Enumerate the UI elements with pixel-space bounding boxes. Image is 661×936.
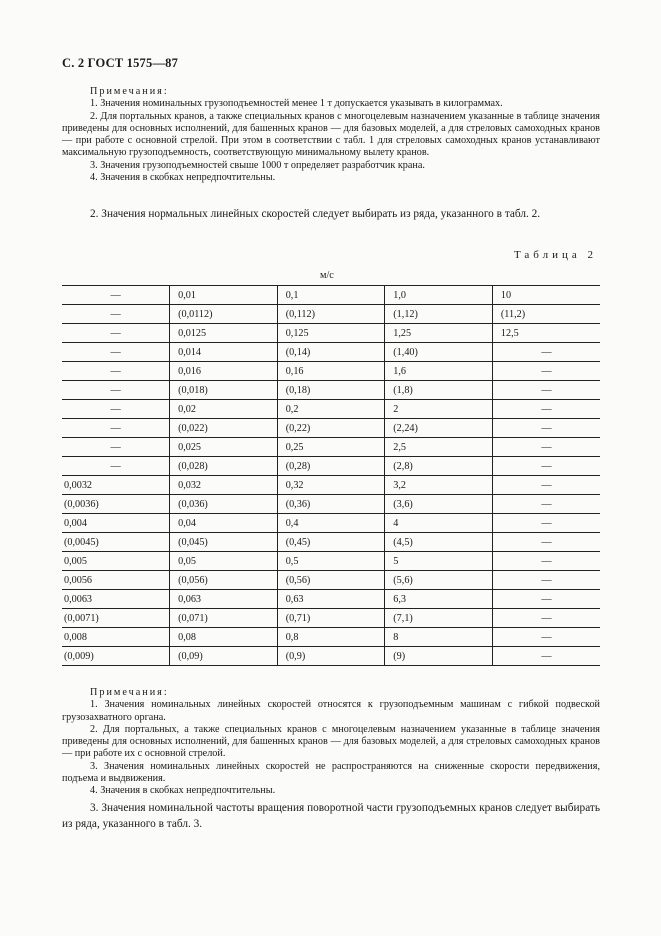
table-cell: (1,40) (385, 343, 493, 362)
table-row (62, 514, 600, 533)
table-cell: 1,25 (385, 324, 493, 343)
table-row (62, 590, 600, 609)
table-cell: 1,6 (385, 362, 493, 381)
note-item: 2. Для портальных кранов, а также специальных кранов с многоцелевым назначением указанные в таблице значения приведены для основных исполнений, для башенных кранов — для базовых моделей, а для стреловых самоходных кранов — при работе с основной стрелой. При этом в соответствии с табл. 1 для стреловых самоходных кранов устанавливают максимальную грузоподъемность, соответствующую минимальному вылету кранов. (62, 110, 600, 159)
page-header: С. 2 ГОСТ 1575—87 (62, 56, 179, 70)
table-cell: (0,028) (170, 457, 278, 476)
table-cell: (5,6) (385, 571, 493, 590)
table-cell: — (62, 438, 170, 457)
table-cell: 0,4 (277, 514, 385, 533)
table-cell: — (62, 324, 170, 343)
table-row (62, 419, 600, 438)
table-cell: 0,0032 (62, 476, 170, 495)
table-cell: 4 (385, 514, 493, 533)
table-cell: (1,12) (385, 305, 493, 324)
table-cell: 10 (492, 286, 600, 305)
table-row (62, 628, 600, 647)
table-cell: 0,32 (277, 476, 385, 495)
table-cell: 0,5 (277, 552, 385, 571)
table-cell: — (492, 590, 600, 609)
table-cell: (0,14) (277, 343, 385, 362)
table-cell: — (62, 457, 170, 476)
table-cell: 0,05 (170, 552, 278, 571)
notes-title: Примечания: (90, 86, 169, 97)
note-item: 4. Значения в скобках непредпочтительны. (90, 172, 276, 184)
table-cell: 12,5 (492, 324, 600, 343)
notes-block-1 (62, 86, 600, 184)
table-cell: 0,063 (170, 590, 278, 609)
table-cell: (0,0112) (170, 305, 278, 324)
table-cell: (0,022) (170, 419, 278, 438)
table-row (62, 400, 600, 419)
table-row (62, 324, 600, 343)
table-cell: (0,018) (170, 381, 278, 400)
table-cell: — (492, 495, 600, 514)
table-cell: 0,01 (170, 286, 278, 305)
table-cell: — (492, 438, 600, 457)
table-row (62, 552, 600, 571)
table-cell: 0,032 (170, 476, 278, 495)
notes-block-2 (62, 687, 600, 798)
table-cell: — (492, 571, 600, 590)
table-cell: (11,2) (492, 305, 600, 324)
table-cell: — (492, 514, 600, 533)
table-cell: — (62, 305, 170, 324)
table-cell: 0,08 (170, 628, 278, 647)
table-cell: 0,16 (277, 362, 385, 381)
table-row (62, 381, 600, 400)
table-cell: (0,036) (170, 495, 278, 514)
table-cell: 2 (385, 400, 493, 419)
table-row (62, 438, 600, 457)
table-cell: — (492, 609, 600, 628)
table-cell: (7,1) (385, 609, 493, 628)
table-cell: 2,5 (385, 438, 493, 457)
table-cell: — (492, 628, 600, 647)
table-row (62, 571, 600, 590)
table-cell: (0,0071) (62, 609, 170, 628)
note-item: 1. Значения номинальных линейных скоростей относятся к грузоподъемным машинам с гибкой подвеской грузозахватного органа. (62, 699, 600, 723)
table-cell: (0,45) (277, 533, 385, 552)
table-cell: 0,25 (277, 438, 385, 457)
table-cell: — (62, 381, 170, 400)
table-cell: 0,0063 (62, 590, 170, 609)
table-cell: 5 (385, 552, 493, 571)
table-units: м/с (320, 270, 334, 281)
table-row (62, 495, 600, 514)
table-cell: — (492, 381, 600, 400)
table-cell: 0,8 (277, 628, 385, 647)
table-cell: 1,0 (385, 286, 493, 305)
table-cell: 0,04 (170, 514, 278, 533)
note-item: 2. Для портальных, а также специальных кранов с многоцелевым назначением указанные в таблице значения приведены для основных исполнений, для башенных кранов — для базовых моделей, а для стреловых самоходных кранов — при работе их с основной стрелой. (62, 723, 600, 760)
table-cell: 0,008 (62, 628, 170, 647)
table-cell: (0,36) (277, 495, 385, 514)
paragraph-text: 2. Значения нормальных линейных скоростей следует выбирать из ряда, указанного в табл. 2. (90, 208, 541, 220)
table-cell: (3,6) (385, 495, 493, 514)
table-cell: 0,005 (62, 552, 170, 571)
table-cell: (4,5) (385, 533, 493, 552)
table-row (62, 286, 600, 305)
table-cell: 0,1 (277, 286, 385, 305)
table-row (62, 457, 600, 476)
speed-table (62, 285, 600, 666)
table-cell: — (492, 400, 600, 419)
table-cell: — (492, 552, 600, 571)
table-cell: — (492, 647, 600, 666)
table-row (62, 305, 600, 324)
table-cell: (0,28) (277, 457, 385, 476)
table-cell: 0,016 (170, 362, 278, 381)
table-cell: (0,0036) (62, 495, 170, 514)
table-cell: (0,071) (170, 609, 278, 628)
table-cell: (0,71) (277, 609, 385, 628)
table-cell: (0,045) (170, 533, 278, 552)
table-cell: 0,025 (170, 438, 278, 457)
table-cell: (0,09) (170, 647, 278, 666)
table-cell: (2,8) (385, 457, 493, 476)
table-cell: 8 (385, 628, 493, 647)
table-cell: (0,9) (277, 647, 385, 666)
table-cell: (0,0045) (62, 533, 170, 552)
table-cell: — (492, 362, 600, 381)
table-cell: (0,22) (277, 419, 385, 438)
note-item: 1. Значения номинальных грузоподъемностей менее 1 т допускается указывать в килограммах. (90, 98, 503, 110)
table-row (62, 476, 600, 495)
table-cell: (0,056) (170, 571, 278, 590)
table-cell: — (492, 457, 600, 476)
paragraph-3 (62, 801, 600, 832)
table-cell: — (62, 419, 170, 438)
table-cell: 3,2 (385, 476, 493, 495)
table-cell: — (492, 343, 600, 362)
table-cell: (0,009) (62, 647, 170, 666)
table-cell: — (62, 362, 170, 381)
table-row (62, 343, 600, 362)
table-cell: (1,8) (385, 381, 493, 400)
note-item: 3. Значения номинальных линейных скоростей не распространяются на сниженные скорости передвижения, подъема и выдвижения. (62, 760, 600, 785)
table-cell: 0,63 (277, 590, 385, 609)
table-cell: 0,004 (62, 514, 170, 533)
table-cell: (9) (385, 647, 493, 666)
paragraph-2 (62, 207, 600, 223)
table-cell: 0,0125 (170, 324, 278, 343)
table-row (62, 647, 600, 666)
table-cell: 0,125 (277, 324, 385, 343)
table-caption: Таблица 2 (513, 249, 597, 261)
note-item: 3. Значения грузоподъемностей свыше 1000 т определяет разработчик крана. (90, 159, 425, 171)
table-cell: — (62, 343, 170, 362)
note-item: 4. Значения в скобках непредпочтительны. (90, 785, 276, 797)
table-cell: 0,02 (170, 400, 278, 419)
table-cell: 6,3 (385, 590, 493, 609)
paragraph-text: 3. Значения номинальной частоты вращения поворотной части грузоподъемных кранов следует выбирать из ряда, указанного в табл. 3. (62, 802, 600, 830)
table-row (62, 533, 600, 552)
table-cell: (0,56) (277, 571, 385, 590)
table-row (62, 609, 600, 628)
table-cell: (0,112) (277, 305, 385, 324)
table-cell: (0,18) (277, 381, 385, 400)
table-cell: — (492, 533, 600, 552)
table-cell: — (62, 286, 170, 305)
table-cell: 0,0056 (62, 571, 170, 590)
table-cell: — (492, 419, 600, 438)
table-cell: — (492, 476, 600, 495)
table-cell: — (62, 400, 170, 419)
table-cell: (2,24) (385, 419, 493, 438)
table-cell: 0,014 (170, 343, 278, 362)
notes-title: Примечания: (90, 687, 169, 698)
table-cell: 0,2 (277, 400, 385, 419)
table-row (62, 362, 600, 381)
